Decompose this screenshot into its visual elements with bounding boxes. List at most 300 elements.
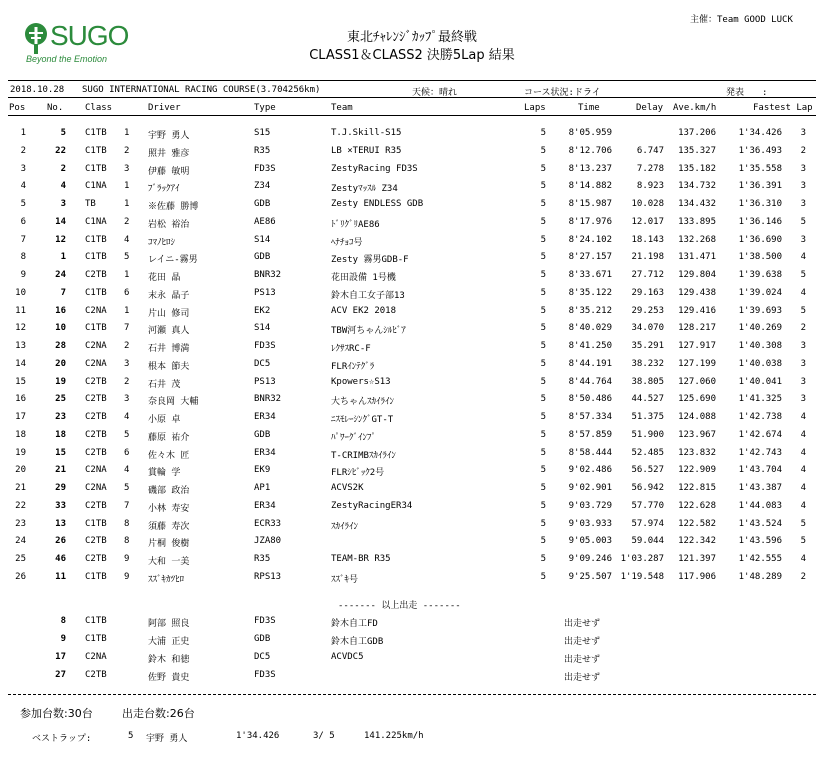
col-driver: Driver — [148, 103, 181, 113]
cell-team: ACVDC5 — [331, 652, 364, 662]
cell-pos: 11 — [15, 305, 26, 316]
result-row — [0, 235, 824, 252]
cell-type: FD3S — [254, 616, 276, 626]
cell-cls: C1TB — [85, 252, 107, 263]
cell-team: LB ×TERUI R35 — [331, 145, 402, 156]
cell-type: BNR32 — [254, 394, 282, 405]
cell-type: R35 — [254, 145, 271, 156]
cell-laps: 5 — [540, 323, 546, 334]
cell-team: ACV EK2 2018 — [331, 305, 397, 316]
cell-time: 8'14.882 — [568, 181, 612, 192]
cell-driver: 河瀬 真人 — [148, 326, 190, 337]
cell-time: 9'02.901 — [568, 483, 612, 493]
divider-header — [8, 115, 816, 116]
cell-fll: 3 — [800, 181, 806, 192]
table-header — [0, 103, 824, 120]
cell-cpos: 1 — [124, 181, 130, 192]
cell-fl: 1'43.704 — [738, 465, 782, 476]
cell-fl: 1'40.308 — [738, 341, 782, 351]
cell-driver: 阿部 照良 — [148, 619, 190, 629]
cell-time: 8'57.859 — [568, 429, 612, 440]
cell-no: 20 — [55, 358, 66, 369]
cell-type: ER34 — [254, 412, 276, 422]
cell-fll: 2 — [800, 323, 806, 334]
cell-delay: 44.527 — [631, 394, 664, 405]
cell-cls: TB — [85, 199, 96, 209]
cell-cpos: 5 — [124, 429, 130, 440]
cell-no: 14 — [55, 216, 66, 227]
cell-cls: C2NA — [85, 465, 107, 476]
cell-laps: 5 — [540, 252, 546, 263]
cell-team: 花田設備 1号機 — [331, 273, 396, 283]
cell-type: ER34 — [254, 447, 276, 458]
cell-laps: 5 — [540, 554, 546, 564]
cell-laps: 5 — [540, 500, 546, 511]
cell-pos: 18 — [15, 429, 26, 440]
result-row — [0, 252, 824, 269]
cell-driver: 片桐 俊樹 — [148, 539, 190, 550]
col-class: Class — [85, 103, 113, 113]
cell-pos: 4 — [20, 181, 26, 192]
cell-avg: 128.217 — [678, 323, 716, 334]
cell-driver: 大和 一美 — [148, 557, 190, 567]
entries-count: 参加台数:30台 — [20, 707, 93, 720]
cell-driver: ※佐藤 勝博 — [148, 202, 199, 212]
cell-no: 1 — [60, 252, 66, 263]
cell-delay: 38.232 — [631, 358, 664, 369]
result-row — [0, 306, 824, 323]
cell-time: 8'35.212 — [568, 305, 612, 316]
cell-avg: 132.268 — [678, 234, 716, 245]
best-lap-label: ベストラップ: — [32, 734, 92, 744]
cell-driver: 賞輪 学 — [148, 468, 181, 479]
cell-fl: 1'41.325 — [738, 394, 782, 405]
cell-laps: 5 — [540, 447, 546, 458]
cell-cls: C2NA — [85, 652, 107, 662]
cell-no: 29 — [55, 483, 66, 493]
cell-cls: C2NA — [85, 483, 107, 493]
cell-no: 28 — [55, 341, 66, 351]
result-row — [0, 164, 824, 181]
cell-avg: 129.438 — [678, 287, 716, 298]
cell-fll: 4 — [800, 447, 806, 458]
cell-time: 9'09.246 — [568, 554, 612, 564]
cell-delay: 8.923 — [636, 181, 664, 192]
cell-no: 15 — [55, 447, 66, 458]
cell-time: 8'57.334 — [568, 412, 612, 422]
cell-team: FLRｲﾝﾃｸﾞﾗ — [331, 361, 375, 372]
cell-driver: 岩松 裕治 — [148, 219, 190, 230]
result-row — [0, 465, 824, 482]
cell-driver: 佐野 貴史 — [148, 673, 190, 683]
cell-time: 8'12.706 — [568, 145, 612, 156]
cell-fl: 1'42.555 — [738, 554, 782, 564]
cell-laps: 5 — [540, 128, 546, 138]
cell-driver: 藤原 祐介 — [148, 432, 190, 443]
cell-fll: 3 — [800, 234, 806, 245]
cell-cpos: 1 — [124, 305, 130, 316]
dns-row — [0, 616, 824, 633]
cell-cpos: 1 — [124, 128, 130, 138]
cell-driver: 鈴木 和徳 — [148, 655, 190, 665]
cell-pos: 10 — [15, 287, 26, 298]
cell-driver: 佐々木 匠 — [148, 450, 190, 461]
cell-type: EK2 — [254, 305, 271, 316]
cell-avg: 122.909 — [678, 465, 716, 476]
cell-avg: 133.895 — [678, 216, 716, 227]
cell-cpos: 6 — [124, 447, 130, 458]
best-lap-speed: 141.225km/h — [364, 731, 424, 741]
cell-pos: 16 — [15, 394, 26, 405]
cell-fl: 1'35.558 — [738, 163, 782, 174]
cell-laps: 5 — [540, 571, 546, 582]
cell-fll: 3 — [800, 199, 806, 209]
divider-info — [8, 97, 816, 98]
cell-team: Kpowers☆S13 — [331, 376, 391, 387]
cell-pos: 17 — [15, 412, 26, 422]
cell-no: 13 — [55, 518, 66, 529]
cell-fl: 1'42.674 — [738, 429, 782, 440]
cell-fll: 2 — [800, 145, 806, 156]
cell-time: 9'03.933 — [568, 518, 612, 529]
cell-cpos: 9 — [124, 571, 130, 582]
cell-driver: 宇野 勇人 — [148, 131, 190, 141]
cell-time: 9'05.003 — [568, 536, 612, 547]
cell-type: RPS13 — [254, 571, 282, 582]
cell-avg: 125.690 — [678, 394, 716, 405]
cell-cls: C2NA — [85, 358, 107, 369]
best-lap-lap: 3/ 5 — [313, 731, 335, 741]
cell-cpos: 5 — [124, 252, 130, 263]
sponsor-label: 主催：Team GOOD LUCK — [690, 15, 793, 25]
cell-avg: 137.206 — [678, 128, 716, 138]
cell-cpos: 3 — [124, 394, 130, 405]
cell-cls: C2TB — [85, 270, 107, 280]
cell-driver: 須藤 寿次 — [148, 521, 190, 532]
cell-driver: 石井 茂 — [148, 379, 181, 390]
cell-avg: 129.416 — [678, 305, 716, 316]
cell-cpos: 2 — [124, 145, 130, 156]
cell-avg: 123.967 — [678, 429, 716, 440]
cell-pos: 9 — [20, 270, 26, 280]
cell-cls: C2TB — [85, 536, 107, 547]
cell-no: 7 — [60, 287, 66, 298]
cell-time: 8'50.486 — [568, 394, 612, 405]
result-row — [0, 359, 824, 376]
race-date: 2018.10.28 — [10, 85, 65, 95]
cell-cpos: 3 — [124, 358, 130, 369]
cell-no: 27 — [55, 670, 66, 680]
cell-team: T-CRIMBｽｶｲﾗｲﾝ — [331, 450, 396, 461]
dns-row — [0, 670, 824, 687]
cell-delay: 51.900 — [631, 429, 664, 440]
result-row — [0, 146, 824, 163]
cell-delay: 56.527 — [631, 465, 664, 476]
cell-team: 鈴木自工女子部13 — [331, 290, 405, 301]
cell-laps: 5 — [540, 394, 546, 405]
cell-type: AE86 — [254, 216, 276, 227]
cell-pos: 24 — [15, 536, 26, 547]
result-row — [0, 519, 824, 536]
cell-delay: 56.942 — [631, 483, 664, 493]
cell-driver: レイニ-霧男 — [148, 255, 198, 266]
cell-time: 8'13.237 — [568, 163, 612, 174]
cell-no: 12 — [55, 234, 66, 245]
cell-fll: 4 — [800, 287, 806, 298]
cell-driver: ﾌﾞﾗｯｸｱｲ — [148, 184, 180, 195]
cell-cls: C2TB — [85, 429, 107, 440]
cell-type: S15 — [254, 128, 271, 138]
cell-cls: C2TB — [85, 394, 107, 405]
cell-time: 8'17.976 — [568, 216, 612, 227]
cell-pos: 12 — [15, 323, 26, 334]
cell-laps: 5 — [540, 412, 546, 422]
cell-fl: 1'42.738 — [738, 412, 782, 422]
cell-laps: 5 — [540, 341, 546, 351]
cell-laps: 5 — [540, 199, 546, 209]
cell-team: ﾚｸｻｽRC-F — [331, 344, 371, 354]
result-row — [0, 377, 824, 394]
cell-driver: ｽｽﾞｷｶﾂﾋﾛ — [148, 574, 185, 585]
cell-status: 出走せず — [564, 655, 601, 665]
cell-type: GDB — [254, 429, 271, 440]
cell-no: 9 — [60, 634, 66, 644]
cell-avg: 135.327 — [678, 145, 716, 156]
cell-cls: C1TB — [85, 571, 107, 582]
cell-no: 4 — [60, 181, 66, 192]
result-row — [0, 341, 824, 358]
logo-tagline: Beyond the Emotion — [26, 54, 108, 64]
cell-cls: C2NA — [85, 341, 107, 351]
cell-fl: 1'39.693 — [738, 305, 782, 316]
cell-pos: 6 — [20, 216, 26, 227]
cell-avg: 122.628 — [678, 500, 716, 511]
cell-no: 16 — [55, 305, 66, 316]
cell-fl: 1'36.493 — [738, 145, 782, 156]
cell-driver: 片山 修司 — [148, 308, 190, 319]
cell-pos: 3 — [20, 163, 26, 174]
cell-pos: 1 — [20, 128, 26, 138]
cell-type: FD3S — [254, 341, 276, 351]
cell-no: 33 — [55, 500, 66, 511]
cell-laps: 5 — [540, 358, 546, 369]
cell-delay: 29.253 — [631, 305, 664, 316]
cell-pos: 21 — [15, 483, 26, 493]
cell-cls: C1TB — [85, 616, 107, 626]
cell-fll: 4 — [800, 500, 806, 511]
col-delay: Delay — [636, 103, 664, 113]
result-row — [0, 430, 824, 447]
cell-avg: 135.182 — [678, 163, 716, 174]
cell-cpos: 7 — [124, 500, 130, 511]
cell-cls: C1TB — [85, 323, 107, 334]
cell-pos: 19 — [15, 447, 26, 458]
col-pos: Pos — [9, 103, 26, 113]
col-team: Team — [331, 103, 353, 113]
cell-driver: 石井 博満 — [148, 344, 190, 354]
cell-cpos: 6 — [124, 287, 130, 298]
cell-cls: C2TB — [85, 447, 107, 458]
cell-fl: 1'40.041 — [738, 376, 782, 387]
cell-no: 21 — [55, 465, 66, 476]
cell-fl: 1'34.426 — [738, 128, 782, 138]
cell-pos: 13 — [15, 341, 26, 351]
cell-fll: 5 — [800, 305, 806, 316]
cell-time: 8'44.191 — [568, 358, 612, 369]
cell-delay: 51.375 — [631, 412, 664, 422]
result-row — [0, 572, 824, 589]
cell-team: TBW河ちゃんｼﾙﾋﾞｱ — [331, 326, 406, 337]
result-row — [0, 181, 824, 198]
cell-cpos: 2 — [124, 341, 130, 351]
cell-delay: 1'03.287 — [620, 554, 664, 564]
cell-fl: 1'42.743 — [738, 447, 782, 458]
cell-no: 3 — [60, 199, 66, 209]
cell-no: 23 — [55, 412, 66, 422]
cell-fll: 3 — [800, 163, 806, 174]
cell-cls: C2TB — [85, 376, 107, 387]
cell-delay: 29.163 — [631, 287, 664, 298]
cell-laps: 5 — [540, 216, 546, 227]
cell-no: 46 — [55, 554, 66, 564]
divider-top — [8, 80, 816, 81]
cell-avg: 129.804 — [678, 270, 716, 280]
cell-cpos: 7 — [124, 323, 130, 334]
cell-cls: C1TB — [85, 163, 107, 174]
cell-cls: C2TB — [85, 670, 107, 680]
col-type: Type — [254, 103, 276, 113]
dns-row — [0, 634, 824, 651]
announce-time: 発表 : — [726, 88, 768, 98]
cell-avg: 131.471 — [678, 252, 716, 263]
page-title-line1: 東北ﾁｬﾚﾝｼﾞｶｯﾌﾟ最終戦 — [346, 30, 477, 45]
cell-driver: 小原 卓 — [148, 415, 181, 425]
cell-fll: 4 — [800, 554, 806, 564]
cell-type: BNR32 — [254, 270, 282, 280]
cell-fl: 1'40.038 — [738, 358, 782, 369]
cell-delay: 18.143 — [631, 234, 664, 245]
cell-delay: 7.278 — [636, 163, 664, 174]
cell-time: 8'24.102 — [568, 234, 612, 245]
cell-status: 出走せず — [564, 619, 601, 629]
cell-cpos: 2 — [124, 376, 130, 387]
cell-fll: 5 — [800, 216, 806, 227]
cell-team: 鈴木自工GDB — [331, 637, 384, 647]
cell-laps: 5 — [540, 145, 546, 156]
cell-no: 24 — [55, 270, 66, 280]
cell-fl: 1'40.269 — [738, 323, 782, 334]
course-condition: コース状況:ドライ — [524, 88, 601, 98]
cell-delay: 1'19.548 — [620, 571, 664, 582]
result-row — [0, 217, 824, 234]
cell-fl: 1'48.289 — [738, 571, 782, 582]
cell-pos: 23 — [15, 518, 26, 529]
cell-fll: 3 — [800, 128, 806, 138]
cell-delay: 10.028 — [631, 199, 664, 209]
cell-type: PS13 — [254, 287, 276, 298]
cell-laps: 5 — [540, 287, 546, 298]
cell-delay: 38.805 — [631, 376, 664, 387]
cell-fl: 1'36.146 — [738, 216, 782, 227]
cell-fl: 1'38.500 — [738, 252, 782, 263]
cell-cpos: 2 — [124, 216, 130, 227]
cell-team: ｽｶｲﾗｲﾝ — [331, 521, 359, 532]
col-no: No. — [47, 103, 64, 113]
separator-text: ------- 以上出走 ------- — [338, 601, 461, 611]
cell-cpos: 1 — [124, 199, 130, 209]
cell-team: ﾄﾞﾘｸﾞﾘAE86 — [331, 219, 380, 230]
cell-avg: 123.832 — [678, 447, 716, 458]
cell-fl: 1'43.387 — [738, 483, 782, 493]
cell-fll: 5 — [800, 536, 806, 547]
cell-laps: 5 — [540, 518, 546, 529]
result-row — [0, 128, 824, 145]
cell-time: 8'58.444 — [568, 447, 612, 458]
cell-delay: 34.070 — [631, 323, 664, 334]
cell-type: R35 — [254, 554, 271, 564]
cell-time: 8'33.671 — [568, 270, 612, 280]
cell-fll: 4 — [800, 465, 806, 476]
sugo-emblem-icon — [24, 22, 48, 56]
cell-type: S14 — [254, 234, 271, 245]
cell-fll: 4 — [800, 412, 806, 422]
cell-fl: 1'39.638 — [738, 270, 782, 280]
cell-no: 19 — [55, 376, 66, 387]
cell-fll: 3 — [800, 358, 806, 369]
cell-fll: 3 — [800, 394, 806, 405]
cell-cls: C1TB — [85, 287, 107, 298]
cell-fll: 4 — [800, 252, 806, 263]
cell-team: ﾆｽﾓﾚｰｼﾝｸﾞGT-T — [331, 415, 394, 425]
cell-type: FD3S — [254, 163, 276, 174]
cell-no: 11 — [55, 571, 66, 582]
result-row — [0, 554, 824, 571]
col-avg: Ave.km/h — [673, 103, 717, 113]
cell-cpos: 4 — [124, 234, 130, 245]
cell-no: 26 — [55, 536, 66, 547]
cell-time: 8'44.764 — [568, 376, 612, 387]
cell-delay: 12.017 — [631, 216, 664, 227]
cell-cpos: 5 — [124, 483, 130, 493]
cell-delay: 6.747 — [636, 145, 664, 156]
cell-team: ｽｽﾞｷ号 — [331, 574, 359, 585]
cell-fl: 1'36.690 — [738, 234, 782, 245]
cell-time: 9'02.486 — [568, 465, 612, 476]
cell-type: GDB — [254, 252, 271, 263]
cell-no: 10 — [55, 323, 66, 334]
cell-delay: 52.485 — [631, 447, 664, 458]
cell-avg: 127.917 — [678, 341, 716, 351]
cell-time: 8'27.157 — [568, 252, 612, 263]
cell-cpos: 8 — [124, 536, 130, 547]
cell-team: ZestyRacingER34 — [331, 500, 413, 511]
cell-time: 8'41.250 — [568, 341, 612, 351]
cell-cls: C1TB — [85, 518, 107, 529]
cell-team: Zesty ENDLESS GDB — [331, 199, 424, 209]
cell-team: T.J.Skill-S15 — [331, 128, 402, 138]
cell-pos: 8 — [20, 252, 26, 263]
cell-pos: 14 — [15, 358, 26, 369]
cell-time: 9'25.507 — [568, 571, 612, 582]
cell-team: ZestyRacing FD3S — [331, 163, 418, 174]
cell-cls: C2TB — [85, 412, 107, 422]
result-row — [0, 483, 824, 500]
cell-fl: 1'36.391 — [738, 181, 782, 192]
cell-no: 8 — [60, 616, 66, 626]
cell-laps: 5 — [540, 483, 546, 493]
cell-fl: 1'39.024 — [738, 287, 782, 298]
best-lap-no: 5 — [128, 731, 134, 741]
